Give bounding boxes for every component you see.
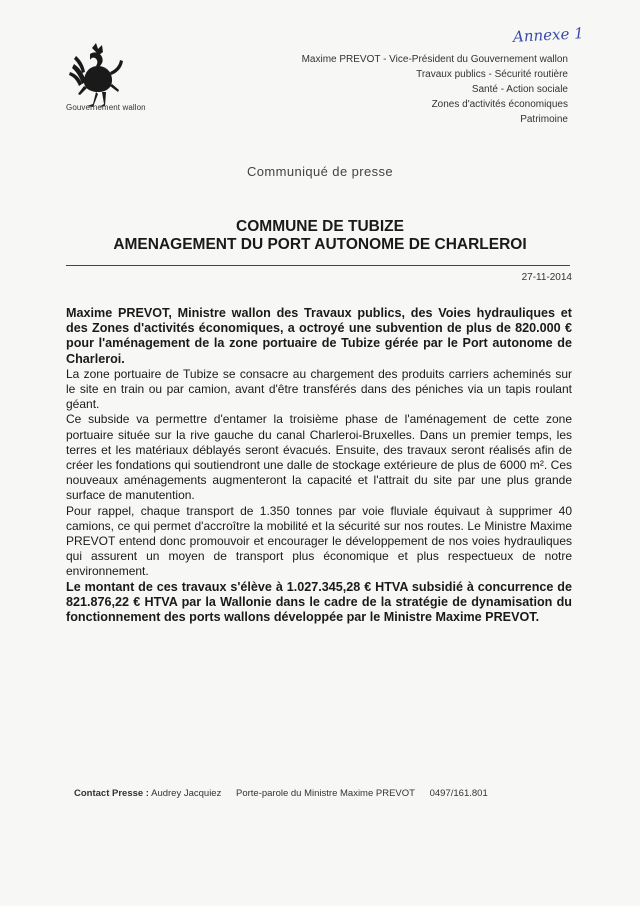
body-paragraph: La zone portuaire de Tubize se consacre au chargement des produits carriers acheminés sur le site en train ou par camion, avant d'être transférés dans des péniches via un tapis roulant géant.: [66, 366, 572, 412]
minister-line: Maxime PREVOT - Vice-Président du Gouvernement wallon: [301, 54, 568, 65]
release-date: 27-11-2014: [521, 272, 572, 283]
closing-paragraph: Le montant de ces travaux s'élève à 1.027.345,28 € HTVA subsidié à concurrence de 821.876,22 € HTVA par la Wallonie dans le cadre de la stratégie de dynamisation du fonctionnement des ports wallons développée par le Ministre Maxime PREVOT.: [66, 579, 572, 625]
minister-line: Santé - Action sociale: [471, 84, 568, 95]
press-contact: [74, 788, 488, 799]
minister-line: Travaux publics - Sécurité routière: [416, 69, 568, 80]
lead-paragraph: Maxime PREVOT, Ministre wallon des Travaux publics, des Voies hydrauliques et des Zones d'activités économiques, a octroyé une subvention de plus de 820.000 € pour l'aménagement de la zone portuaire de Tubize gérée par le Port autonome de Charleroi.: [66, 306, 572, 366]
contact-phone: 0497/161.801: [429, 788, 488, 799]
walloon-rooster-logo: [62, 42, 128, 112]
contact-name: Audrey Jacquiez: [151, 788, 222, 799]
press-release-label: Communiqué de presse: [246, 164, 394, 179]
body-text: [66, 306, 572, 625]
title-divider: [66, 265, 570, 266]
contact-label: Contact Presse :: [74, 788, 149, 799]
minister-line: Zones d'activités économiques: [431, 99, 568, 110]
title-line-1: COMMUNE DE TUBIZE: [236, 218, 404, 235]
document-title: [0, 218, 640, 254]
handwritten-annotation: Annexe 1: [512, 24, 585, 46]
contact-role: Porte-parole du Ministre Maxime PREVOT: [235, 788, 415, 799]
minister-line: Patrimoine: [520, 114, 568, 125]
body-paragraph: Ce subside va permettre d'entamer la troisième phase de l'aménagement de cette zone portuaire située sur la rive gauche du canal Charleroi-Bruxelles. Dans un premier temps, les terres et les matériaux déblayés seront évacués. Ensuite, des travaux seront réalisés afin de créer les fondations qui soutiendront une dalle de stockage extérieure de plus de 6000 m². Ces nouveaux aménagements augmenteront la capacité et l'attrait du site par une plus grande surface de manutention.: [66, 412, 572, 503]
title-line-2: AMENAGEMENT DU PORT AUTONOME DE CHARLEROI: [113, 236, 527, 253]
minister-block: [238, 52, 568, 127]
logo-caption: Gouvernement wallon: [66, 103, 146, 112]
body-paragraph: Pour rappel, chaque transport de 1.350 tonnes par voie fluviale équivaut à supprimer 40 camions, ce qui permet d'accroître la mobilité et la sécurité sur nos routes. Le Ministre Maxime PREVOT entend donc promouvoir et encourager le développement de nos voies hydrauliques qui assurent un moyen de transport plus économique et plus respectueux de notre environnement.: [66, 503, 572, 579]
